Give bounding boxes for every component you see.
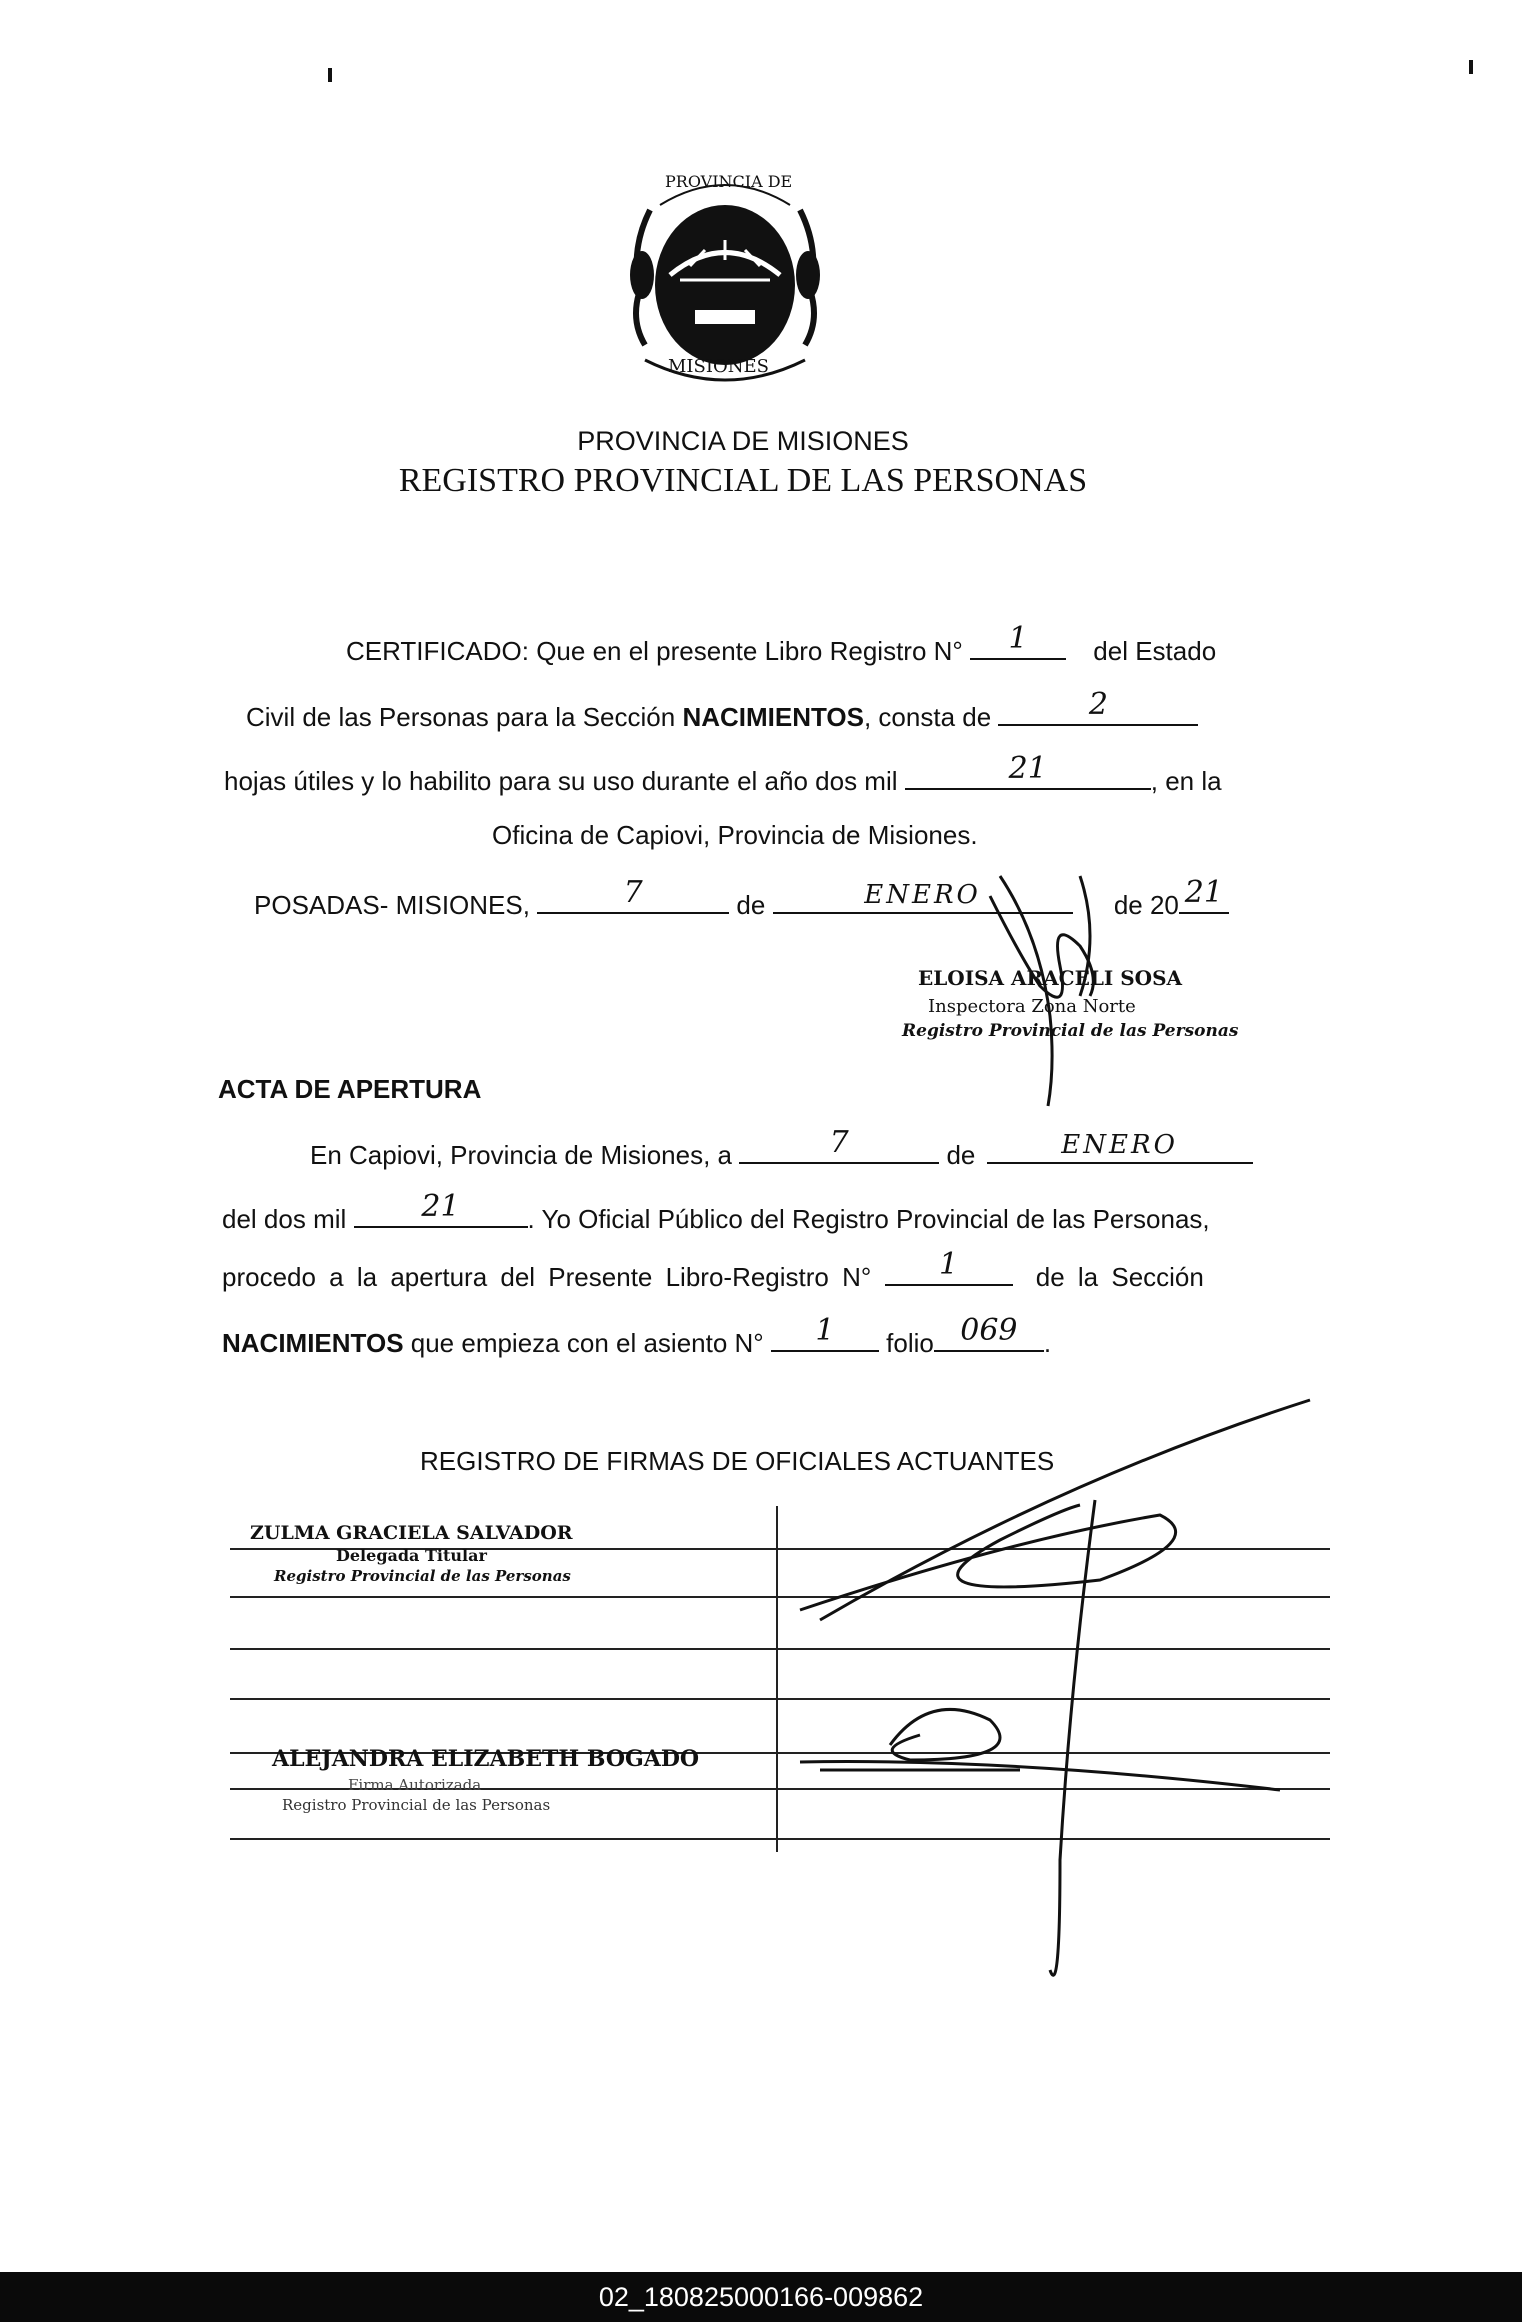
acta-line-4: NACIMIENTOS que empieza con el asiento N° 1 folio 069 . [222,1313,1052,1358]
officer-2-stamp [272,1746,699,1814]
asiento-field: 1 [771,1322,879,1352]
acta-line-1: En Capiovi, Provincia de Misiones, a 7 de ENERO [310,1134,1253,1171]
anio-field: 21 [905,760,1151,790]
anio2-field: 21 [1179,884,1229,914]
officer-1-stamp [250,1522,573,1585]
cert-line-1: CERTIFICADO: Que en el presente Libro Registro N° 1 del Estado [346,621,1217,666]
cert-line-4: Oficina de Capiovi, Provincia de Misiones. [492,820,978,850]
inspector-name: ELOISA ARACELI SOSA [918,966,1183,990]
officer-2-org: Registro Provincial de las Personas [282,1796,551,1814]
cert-line-2: Civil de las Personas para la Sección NACIMIENTOS, consta de 2 [246,696,1198,733]
acta-dia-field: 7 [739,1134,939,1164]
folio-field: 069 [934,1322,1044,1352]
officer-2-name: ALEJANDRA ELIZABETH BOGADO [272,1746,700,1772]
acta-title: ACTA DE APERTURA [218,1074,482,1104]
mes-field: ENERO [773,884,1073,914]
officer-signatures [760,1390,1320,1990]
registry-heading: REGISTRO PROVINCIAL DE LAS PERSONAS [398,462,1088,499]
acta-line-2: del dos mil 21 . Yo Oficial Público del Registro Provincial de las Personas, [222,1189,1210,1234]
officer-1-title: Delegada Titular [336,1546,487,1565]
firmas-title: REGISTRO DE FIRMAS DE OFICIALES ACTUANTES [420,1446,1055,1476]
acta-libro-field: 1 [885,1256,1013,1286]
officer-2-title: Firma Autorizada [348,1776,482,1794]
corner-mark-right [1469,60,1473,74]
misiones-emblem [620,170,830,390]
cert-line-3: hojas útiles y lo habilito para su uso durante el año dos mil 21 , en la [224,751,1222,796]
acta-mes-field: ENERO [987,1134,1253,1164]
officer-1-name: ZULMA GRACIELA SALVADOR [250,1522,573,1544]
document-code-bar: 02_180825000166-009862 [0,2272,1522,2322]
inspector-title: Inspectora Zona Norte [928,996,1136,1017]
inspector-org: Registro Provincial de las Personas [902,1021,1239,1041]
libro-number-field: 1 [970,630,1066,660]
corner-mark-left [328,68,332,82]
acta-anio-field: 21 [354,1198,528,1228]
province-heading: PROVINCIA DE MISIONES [577,426,909,456]
dia-field: 7 [537,884,729,914]
officer-1-org: Registro Provincial de las Personas [274,1567,571,1585]
cert-line-5: POSADAS- MISIONES, 7 de ENERO de 20 21 [254,884,1229,921]
emblem-text-bottom: MISIONES [668,356,769,377]
inspector-signature [980,856,1160,1116]
hojas-field: 2 [998,696,1198,726]
acta-line-3: procedo a la apertura del Presente Libro-Registro N° 1 de la Sección [222,1247,1204,1292]
emblem-text-top: PROVINCIA DE [665,172,793,191]
